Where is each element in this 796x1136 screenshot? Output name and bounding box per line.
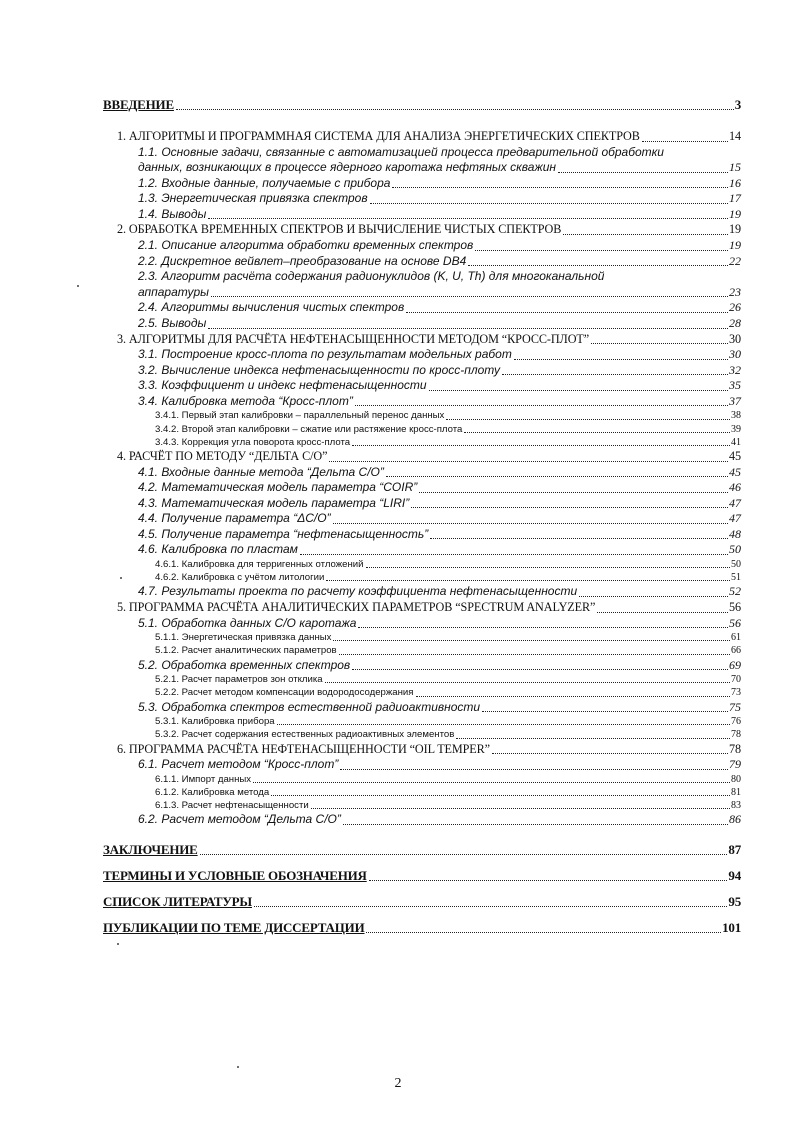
leader-dots: [386, 470, 728, 477]
toc-entry-1-1[interactable]: [103, 145, 741, 176]
leader-dots: [352, 439, 730, 446]
leader-dots: [355, 399, 728, 406]
toc-entry-2-3[interactable]: [103, 269, 741, 300]
leader-dots: [482, 705, 728, 712]
toc-entry-6-1-1[interactable]: [103, 773, 741, 786]
toc-title: СПИСОК ЛИТЕРАТУРЫ: [103, 893, 252, 909]
toc-page: 52: [729, 584, 741, 599]
leader-dots: [343, 818, 728, 825]
leader-dots: [300, 548, 728, 555]
table-of-contents: [103, 97, 741, 936]
leader-dots: [514, 353, 728, 360]
toc-entry-5-3-2[interactable]: [103, 728, 741, 741]
toc-title-line: данных, возникающих в процессе ядерного каротажа нефтяных скважин: [138, 160, 556, 175]
toc-entry-3-4-3[interactable]: [103, 436, 741, 449]
toc-entry-publications[interactable]: [103, 920, 741, 936]
leader-dots: [456, 732, 730, 739]
toc-title: 4.3. Математическая модель параметра “LIRI”: [138, 495, 410, 510]
toc-title: 2.1. Описание алгоритма обработки временных спектров: [138, 237, 474, 252]
toc-entry-3-3[interactable]: [103, 378, 741, 394]
toc-title: 4.5. Получение параметра “нефтенасыщенность”: [138, 526, 429, 541]
toc-page: 50: [731, 559, 741, 571]
toc-title: 2. ОБРАБОТКА ВРЕМЕННЫХ СПЕКТРОВ И ВЫЧИСЛЕНИЕ ЧИСТЫХ СПЕКТРОВ: [117, 222, 562, 237]
toc-title: 4.6. Калибровка по пластам: [138, 542, 298, 557]
toc-title: 5.1.2. Расчет аналитических параметров: [155, 645, 337, 657]
toc-title: 1.4. Выводы: [138, 206, 207, 221]
scan-speck: [117, 943, 119, 945]
toc-page: 48: [729, 526, 741, 541]
leader-dots: [333, 517, 728, 524]
toc-title: 2.2. Дискретное вейвлет–преобразование на основе DB4: [138, 253, 467, 268]
toc-page: 61: [731, 632, 741, 644]
leader-dots: [333, 634, 730, 641]
leader-dots: [392, 181, 728, 188]
toc-entry-4-6-1[interactable]: [103, 558, 741, 571]
leader-dots: [429, 384, 728, 391]
toc-entry-chapter-6[interactable]: [103, 742, 741, 758]
toc-page: 80: [731, 773, 741, 785]
toc-entry-1-4[interactable]: [103, 207, 741, 223]
leader-dots: [468, 259, 728, 266]
toc-title: 2.5. Выводы: [138, 315, 207, 330]
toc-page: 47: [729, 495, 741, 510]
toc-entry-chapter-2[interactable]: [103, 222, 741, 238]
toc-title: 1.3. Энергетическая привязка спектров: [138, 191, 368, 206]
toc-title: 5.1. Обработка данных С/О каротажа: [138, 615, 357, 630]
toc-page: 26: [729, 300, 741, 315]
toc-page: 70: [731, 674, 741, 686]
toc-entry-conclusion[interactable]: [103, 842, 741, 858]
leader-dots: [254, 900, 727, 907]
leader-dots: [208, 322, 728, 329]
leader-dots: [558, 166, 728, 173]
leader-dots: [406, 306, 728, 313]
toc-page: 78: [729, 741, 741, 756]
toc-title: 6.1.3. Расчет нефтенасыщенности: [155, 800, 309, 812]
toc-page: 3: [734, 97, 741, 112]
toc-page: 45: [729, 464, 741, 479]
toc-entry-2-2[interactable]: [103, 254, 741, 270]
leader-dots: [492, 747, 728, 754]
toc-page: 16: [729, 175, 741, 190]
toc-title: 4.2. Математическая модель параметра “COIR”: [138, 480, 418, 495]
toc-page: 46: [729, 480, 741, 495]
toc-title: 3.1. Построение кросс-плота по результатам модельных работ: [138, 347, 512, 362]
toc-entry-5-2[interactable]: [103, 658, 741, 674]
toc-title: 6.2. Расчет методом “Дельта С/О”: [138, 812, 341, 827]
toc-page: 19: [729, 206, 741, 221]
toc-entry-5-3-1[interactable]: [103, 715, 741, 728]
toc-entry-3-4[interactable]: [103, 394, 741, 410]
leader-dots: [446, 413, 730, 420]
toc-title: 4.4. Получение параметра “ΔС/О”: [138, 511, 331, 526]
toc-page: 30: [729, 331, 741, 346]
toc-title: 1. АЛГОРИТМЫ И ПРОГРАММНАЯ СИСТЕМА ДЛЯ АНАЛИЗА ЭНЕРГЕТИЧЕСКИХ СПЕКТРОВ: [117, 129, 640, 143]
toc-title: 4.6.2. Калибровка с учётом литологии: [155, 572, 325, 584]
toc-entry-chapter-3[interactable]: [103, 332, 741, 348]
toc-title: 3.4.1. Первый этап калибровки – параллельный перенос данных: [155, 410, 445, 422]
toc-entry-2-5[interactable]: [103, 316, 741, 332]
toc-title-line: 1.1. Основные задачи, связанные с автоматизацией процесса предварительной обработки: [138, 144, 664, 159]
leader-dots: [277, 718, 730, 725]
toc-entry-3-1[interactable]: [103, 347, 741, 363]
toc-entry-5-2-2[interactable]: [103, 686, 741, 699]
leader-dots: [591, 337, 728, 344]
leader-dots: [340, 763, 728, 770]
toc-title-line: аппаратуры: [138, 284, 210, 299]
toc-page: 15: [729, 160, 741, 175]
leader-dots: [419, 486, 728, 493]
toc-title: 5.3. Обработка спектров естественной радиоактивности: [138, 699, 481, 714]
toc-entry-terms[interactable]: [103, 868, 741, 884]
leader-dots: [369, 874, 728, 881]
leader-dots: [339, 648, 730, 655]
toc-title: 5.3.2. Расчет содержания естественных радиоактивных элементов: [155, 729, 455, 741]
toc-title: 5.2.2. Расчет методом компенсации водородосодержания: [155, 687, 414, 699]
toc-title: 3.4. Калибровка метода “Кросс-плот”: [138, 393, 353, 408]
toc-title: 4.1. Входные данные метода “Дельта С/О”: [138, 464, 384, 479]
toc-page: 76: [731, 716, 741, 728]
toc-entry-4-4[interactable]: [103, 511, 741, 527]
toc-page: 37: [729, 393, 741, 408]
toc-page: 35: [729, 378, 741, 393]
toc-entry-5-1[interactable]: [103, 616, 741, 632]
leader-dots: [597, 606, 728, 613]
toc-entry-6-1-3[interactable]: [103, 799, 741, 812]
toc-title: ЗАКЛЮЧЕНИЕ: [103, 841, 198, 857]
toc-page: 45: [729, 449, 741, 464]
toc-page: 94: [728, 867, 741, 883]
toc-title: 4.7. Результаты проекта по расчету коэффициента нефтенасыщенности: [138, 584, 578, 599]
toc-entry-4-2[interactable]: [103, 480, 741, 496]
toc-entry-5-3[interactable]: [103, 700, 741, 716]
leader-dots: [271, 789, 730, 796]
toc-entry-1-2[interactable]: [103, 176, 741, 192]
scan-speck: [77, 285, 79, 287]
toc-title: 6.1.2. Калибровка метода: [155, 786, 270, 798]
leader-dots: [200, 848, 728, 855]
toc-title: 5.2. Обработка временных спектров: [138, 657, 351, 672]
scan-speck: [237, 1066, 239, 1068]
leader-dots: [411, 501, 728, 508]
toc-page: 81: [731, 786, 741, 798]
toc-page: 75: [729, 699, 741, 714]
toc-title: 4. РАСЧЁТ ПО МЕТОДУ “ДЕЛЬТА С/О”: [117, 449, 328, 464]
toc-title: 3.4.3. Коррекция угла поворота кросс-плота: [155, 436, 351, 448]
toc-title: 3.3. Коэффициент и индекс нефтенасыщенности: [138, 378, 427, 393]
toc-page: 101: [722, 919, 741, 935]
toc-page: 28: [729, 315, 741, 330]
leader-dots: [366, 561, 730, 568]
leader-dots: [370, 197, 728, 204]
toc-entry-6-1[interactable]: [103, 757, 741, 773]
leader-dots: [325, 676, 730, 683]
leader-dots: [253, 776, 730, 783]
scan-speck: [120, 577, 122, 579]
toc-page: 56: [729, 615, 741, 630]
toc-entry-4-6[interactable]: [103, 542, 741, 558]
toc-entry-4-1[interactable]: [103, 465, 741, 481]
toc-page: 19: [729, 237, 741, 252]
leader-dots: [579, 590, 728, 597]
toc-title: 1.2. Входные данные, получаемые с прибора: [138, 175, 391, 190]
toc-title: 2.4. Алгоритмы вычисления чистых спектров: [138, 300, 405, 315]
toc-page: 83: [731, 800, 741, 812]
leader-dots: [430, 532, 728, 539]
toc-page: 22: [729, 253, 741, 268]
toc-title: ВВЕДЕНИЕ: [103, 97, 174, 112]
toc-entry-intro[interactable]: [103, 97, 741, 113]
leader-dots: [208, 212, 728, 219]
toc-page: 95: [728, 893, 741, 909]
toc-page: 41: [731, 436, 741, 448]
toc-title: 5. ПРОГРАММА РАСЧЁТА АНАЛИТИЧЕСКИХ ПАРАМЕТРОВ “SPECTRUM ANALYZER”: [117, 600, 596, 615]
toc-entry-6-2[interactable]: [103, 812, 741, 828]
toc-page: 78: [731, 729, 741, 741]
leader-dots: [211, 290, 728, 297]
toc-entry-chapter-4[interactable]: [103, 449, 741, 465]
toc-page: 51: [731, 572, 741, 584]
leader-dots: [352, 663, 728, 670]
toc-page: 19: [729, 222, 741, 237]
toc-entry-5-1-2[interactable]: [103, 644, 741, 657]
toc-page: 50: [729, 542, 741, 557]
toc-entry-5-2-1[interactable]: [103, 673, 741, 686]
toc-entry-6-1-2[interactable]: [103, 786, 741, 799]
toc-page: 69: [729, 657, 741, 672]
toc-entry-3-4-1[interactable]: [103, 409, 741, 422]
toc-page: 79: [729, 757, 741, 772]
toc-page: 66: [731, 645, 741, 657]
toc-page: 47: [729, 511, 741, 526]
toc-title-line: 2.3. Алгоритм расчёта содержания радионуклидов (K, U, Th) для многоканальной: [138, 269, 605, 284]
toc-page: 73: [731, 687, 741, 699]
leader-dots: [329, 455, 728, 462]
toc-title: 6. ПРОГРАММА РАСЧЁТА НЕФТЕНАСЫЩЕННОСТИ “OIL TEMPER”: [117, 741, 490, 756]
leader-dots: [642, 135, 728, 142]
toc-entry-5-1-1[interactable]: [103, 631, 741, 644]
toc-title: 6.1. Расчет методом “Кросс-плот”: [138, 757, 339, 772]
toc-entry-3-4-2[interactable]: [103, 423, 741, 436]
toc-title: 3.2. Вычисление индекса нефтенасыщенности по кросс-плоту: [138, 362, 501, 377]
toc-entry-1-3[interactable]: [103, 191, 741, 207]
toc-entry-4-3[interactable]: [103, 496, 741, 512]
leader-dots: [416, 690, 731, 697]
toc-entry-chapter-1[interactable]: [103, 129, 741, 145]
page-number: 2: [394, 1076, 402, 1091]
toc-entry-chapter-5[interactable]: [103, 600, 741, 616]
toc-entry-references[interactable]: [103, 894, 741, 910]
toc-title: 5.1.1. Энергетическая привязка данных: [155, 632, 332, 644]
toc-title: ТЕРМИНЫ И УСЛОВНЫЕ ОБОЗНАЧЕНИЯ: [103, 867, 367, 883]
toc-page: 17: [729, 191, 741, 206]
toc-entry-3-2[interactable]: [103, 363, 741, 379]
toc-page: 56: [729, 600, 741, 615]
toc-page: 87: [728, 841, 741, 857]
leader-dots: [502, 368, 728, 375]
toc-title: 4.6.1. Калибровка для терригенных отложений: [155, 559, 364, 571]
toc-entry-4-5[interactable]: [103, 527, 741, 543]
toc-title: 3.4.2. Второй этап калибровки – сжатие или растяжение кросс-плота: [155, 423, 463, 435]
toc-page: 32: [729, 362, 741, 377]
leader-dots: [176, 103, 734, 110]
toc-title: 5.3.1. Калибровка прибора: [155, 716, 275, 728]
toc-entry-4-7[interactable]: [103, 584, 741, 600]
toc-entry-4-6-2[interactable]: [103, 571, 741, 584]
leader-dots: [311, 802, 730, 809]
toc-title: 5.2.1. Расчет параметров зон отклика: [155, 674, 323, 686]
toc-title: 3. АЛГОРИТМЫ ДЛЯ РАСЧЁТА НЕФТЕНАСЫЩЕННОСТИ МЕТОДОМ “КРОСС-ПЛОТ”: [117, 331, 590, 346]
leader-dots: [563, 228, 728, 235]
toc-entry-2-4[interactable]: [103, 300, 741, 316]
leader-dots: [366, 926, 721, 933]
toc-title: ПУБЛИКАЦИИ ПО ТЕМЕ ДИССЕРТАЦИИ: [103, 919, 365, 935]
toc-page: 39: [731, 423, 741, 435]
toc-page: 23: [729, 284, 741, 299]
toc-page: 14: [729, 129, 741, 143]
leader-dots: [358, 621, 728, 628]
leader-dots: [464, 426, 730, 433]
toc-page: 38: [731, 410, 741, 422]
toc-title: 6.1.1. Импорт данных: [155, 773, 252, 785]
leader-dots: [475, 244, 728, 251]
leader-dots: [326, 574, 730, 581]
toc-page: 30: [729, 347, 741, 362]
toc-entry-2-1[interactable]: [103, 238, 741, 254]
toc-page: 86: [729, 812, 741, 827]
